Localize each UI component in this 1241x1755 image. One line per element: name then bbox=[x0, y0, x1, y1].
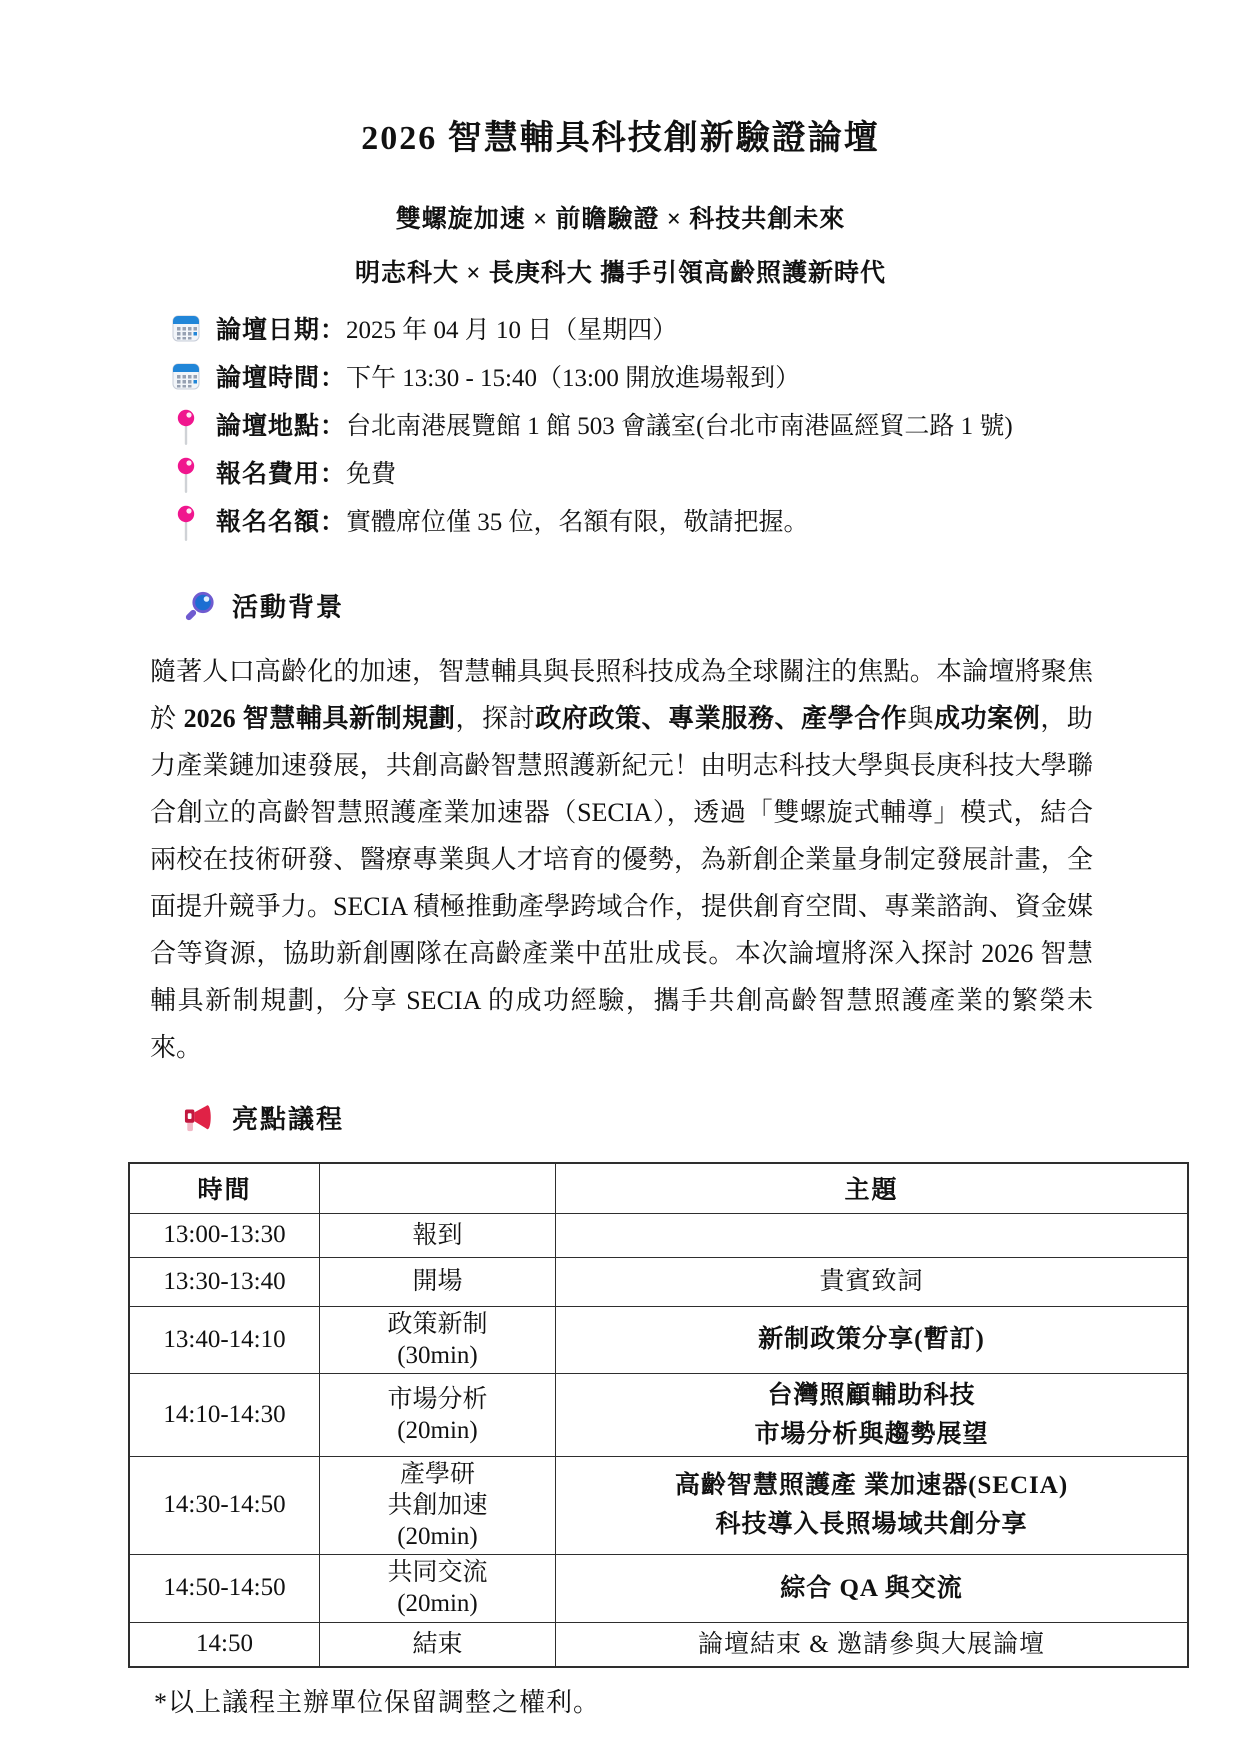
session-line: 產學研 bbox=[399, 1460, 475, 1488]
info-row bbox=[170, 505, 1121, 541]
table-header-cell: 主題 bbox=[556, 1163, 1189, 1213]
topic-line: 高齡智慧照護產 業加速器(SECIA) bbox=[674, 1472, 1069, 1499]
cell-topic bbox=[556, 1554, 1189, 1622]
cell-session bbox=[320, 1554, 556, 1622]
session-line: (20min) bbox=[397, 1522, 478, 1550]
cell-topic bbox=[556, 1213, 1189, 1257]
info-row bbox=[170, 361, 1121, 397]
cell-topic bbox=[556, 1257, 1189, 1306]
cell-topic bbox=[556, 1306, 1189, 1373]
cell-time: 13:00-13:30 bbox=[129, 1213, 320, 1257]
background-section-title: 活動背景 bbox=[232, 593, 345, 622]
session-line: 報到 bbox=[412, 1221, 463, 1249]
megaphone-icon bbox=[184, 1102, 216, 1134]
info-value: 2025 年 04 月 10 日（星期四） bbox=[346, 317, 678, 344]
subtitle-line-1: 雙螺旋加速 × 前瞻驗證 × 科技共創未來 bbox=[395, 206, 846, 233]
cell-time: 13:40-14:10 bbox=[129, 1306, 320, 1373]
topic-line: 貴賓致詞 bbox=[819, 1268, 924, 1295]
info-row bbox=[170, 457, 1121, 493]
table-row bbox=[129, 1622, 1188, 1667]
text-run: 與 bbox=[907, 704, 934, 733]
table-row bbox=[129, 1306, 1188, 1373]
session-line: (30min) bbox=[397, 1341, 478, 1369]
info-text bbox=[216, 361, 800, 397]
topic-line: 綜合 QA 與交流 bbox=[780, 1574, 963, 1602]
subtitle-line-2: 明志科大 × 長庚科大 攜手引領高齡照護新時代 bbox=[355, 260, 886, 287]
calendar-icon bbox=[170, 361, 202, 397]
table-row bbox=[129, 1213, 1188, 1257]
cell-topic bbox=[556, 1373, 1189, 1456]
calendar-icon bbox=[170, 313, 202, 349]
session-line: 市場分析 bbox=[387, 1385, 488, 1413]
text-run: ，助力產業鏈加速發展，共創高齡智慧照護新紀元！由明志科技大學與長庚科技大學聯合創立的高齡智慧照護產業加速器（SECIA），透過「雙螺旋式輔導」模式，結合兩校在技術研發、醫療專業與人才培育的優勢，為新創企業量身制定發展計畫，全面提升競爭力。SECIA 積極推動產學跨域合作，提供創育空間、專業諮詢、資金媒合等資源，協助新創團隊在高齡產業中茁壯成長。本次論壇將深入探討 2026 智慧輔具新制規劃，分享 SECIA 的成功經驗，攜手共創高齡智慧照護產業的繁榮未來。 bbox=[150, 704, 1093, 1062]
info-row bbox=[170, 409, 1121, 445]
bold-text-run: 2026 智慧輔具新制規劃 bbox=[183, 704, 456, 733]
table-header-cell: 時間 bbox=[129, 1163, 320, 1213]
cell-time: 14:30-14:50 bbox=[129, 1456, 320, 1554]
info-value: 下午 13:30 - 15:40（13:00 開放進場報到） bbox=[346, 365, 801, 392]
agenda-section-title: 亮點議程 bbox=[232, 1105, 345, 1134]
session-line: 共創加速 bbox=[387, 1491, 488, 1519]
pin-icon bbox=[170, 409, 202, 445]
cell-session bbox=[320, 1257, 556, 1306]
table-row bbox=[129, 1257, 1188, 1306]
cell-time: 14:50-14:50 bbox=[129, 1554, 320, 1622]
event-info-list bbox=[170, 313, 1121, 541]
cell-time: 14:10-14:30 bbox=[129, 1373, 320, 1456]
info-label: 論壇日期： bbox=[216, 317, 347, 344]
cell-session bbox=[320, 1373, 556, 1456]
bold-text-run: 政府政策、專業服務、產學合作 bbox=[535, 704, 908, 733]
info-label: 論壇時間： bbox=[216, 365, 347, 392]
info-text bbox=[216, 409, 1013, 445]
info-row bbox=[170, 313, 1121, 349]
table-row bbox=[129, 1456, 1188, 1554]
info-value: 實體席位僅 35 位，名額有限，敬請把握。 bbox=[346, 509, 809, 536]
cell-topic bbox=[556, 1622, 1189, 1667]
agenda-table-head bbox=[129, 1163, 1188, 1213]
session-line: 政策新制 bbox=[387, 1310, 488, 1338]
agenda-section-header bbox=[184, 1099, 1241, 1136]
info-label: 報名名額： bbox=[216, 509, 347, 536]
cell-session bbox=[320, 1622, 556, 1667]
info-value: 台北南港展覽館 1 館 503 會議室(台北市南港區經貿二路 1 號) bbox=[346, 413, 1013, 440]
pin-icon bbox=[170, 457, 202, 493]
session-line: (20min) bbox=[397, 1590, 478, 1617]
agenda-table-body bbox=[129, 1213, 1188, 1667]
session-line: 結束 bbox=[412, 1630, 463, 1658]
table-row bbox=[129, 1373, 1188, 1456]
footnote: *以上議程主辦單位保留調整之權利。 bbox=[154, 1687, 601, 1717]
background-paragraph bbox=[150, 648, 1093, 1071]
text-run: ，探討 bbox=[455, 704, 536, 733]
session-line: 共同交流 bbox=[387, 1559, 488, 1586]
topic-line: 科技導入長照場域共創分享 bbox=[715, 1511, 1028, 1538]
info-text bbox=[216, 505, 809, 541]
table-header-cell bbox=[320, 1163, 556, 1213]
info-text bbox=[216, 457, 396, 493]
info-value: 免費 bbox=[346, 461, 397, 488]
session-line: 開場 bbox=[412, 1268, 463, 1295]
cell-session bbox=[320, 1306, 556, 1373]
session-line: (20min) bbox=[397, 1416, 478, 1444]
table-row bbox=[129, 1554, 1188, 1622]
text-run: 隨著人口高齡化的加速，智慧輔具與長照科技成為全球關注的焦點。本論壇將聚焦於 bbox=[150, 657, 1093, 733]
topic-line: 論壇結束 & 邀請參與大展論壇 bbox=[698, 1630, 1045, 1658]
cell-session bbox=[320, 1456, 556, 1554]
topic-line: 新制政策分享(暫訂) bbox=[758, 1326, 985, 1353]
topic-line: 台灣照顧輔助科技 bbox=[767, 1381, 976, 1409]
table-header-row bbox=[129, 1163, 1188, 1213]
cell-time: 13:30-13:40 bbox=[129, 1257, 320, 1306]
info-label: 報名費用： bbox=[216, 461, 347, 488]
cell-session bbox=[320, 1213, 556, 1257]
agenda-table bbox=[128, 1162, 1189, 1668]
page-title: 2026 智慧輔具科技創新驗證論壇 bbox=[361, 120, 880, 157]
info-text bbox=[216, 313, 677, 349]
bold-text-run: 成功案例 bbox=[934, 704, 1041, 733]
topic-line: 市場分析與趨勢展望 bbox=[754, 1420, 989, 1448]
background-section-header bbox=[184, 587, 1241, 624]
info-label: 論壇地點： bbox=[216, 413, 347, 440]
magnifier-icon bbox=[184, 590, 216, 622]
pin-icon bbox=[170, 505, 202, 541]
cell-topic bbox=[556, 1456, 1189, 1554]
cell-time: 14:50 bbox=[129, 1622, 320, 1667]
